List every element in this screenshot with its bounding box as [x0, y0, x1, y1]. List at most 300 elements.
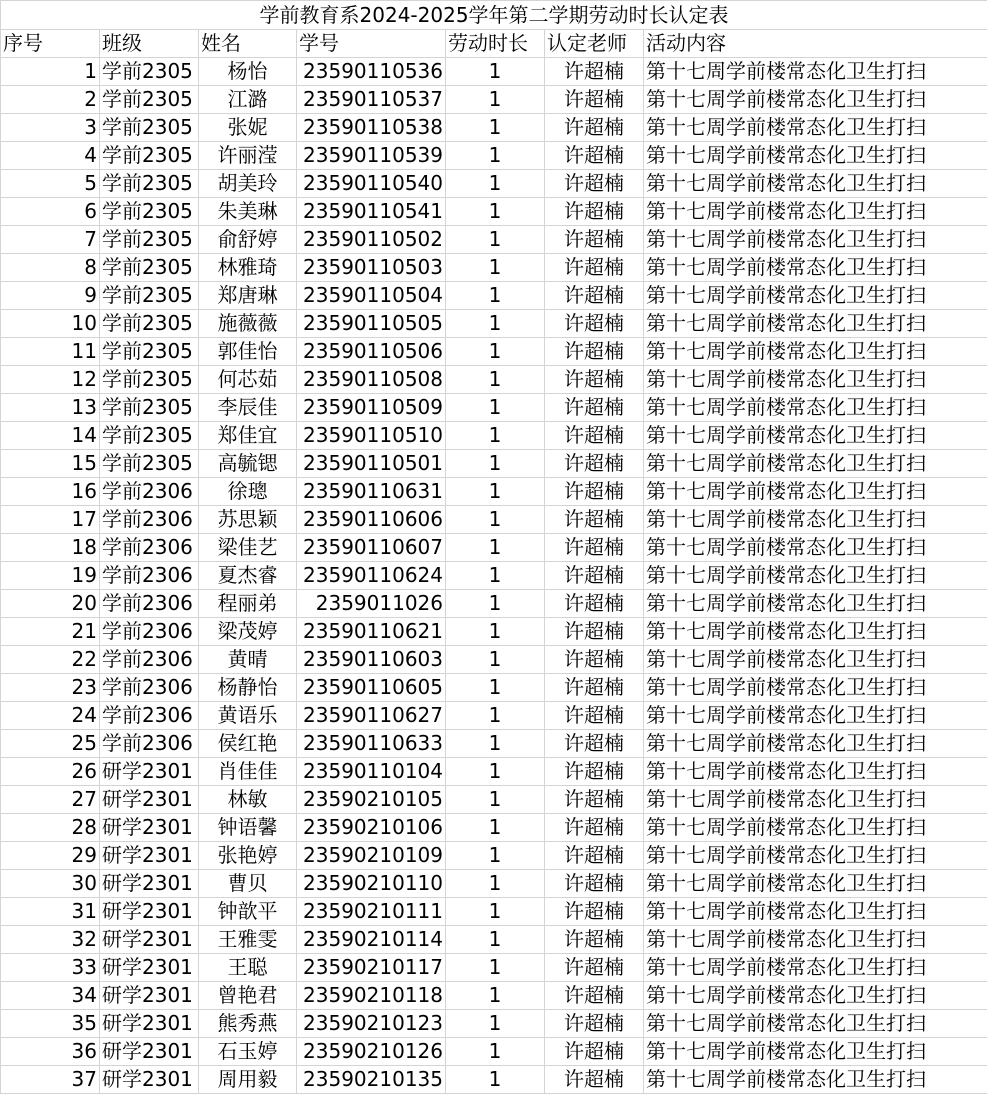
cell-teacher[interactable]: 许超楠 — [545, 226, 644, 254]
cell-activity[interactable]: 第十七周学前楼常态化卫生打扫 — [644, 926, 987, 954]
cell-teacher[interactable]: 许超楠 — [545, 786, 644, 814]
cell-teacher[interactable]: 许超楠 — [545, 534, 644, 562]
cell-name[interactable]: 张妮 — [199, 114, 297, 142]
cell-hours[interactable]: 1 — [446, 562, 545, 590]
cell-student-id[interactable]: 23590210123 — [297, 1010, 446, 1038]
cell-activity[interactable]: 第十七周学前楼常态化卫生打扫 — [644, 58, 987, 86]
cell-activity[interactable]: 第十七周学前楼常态化卫生打扫 — [644, 254, 987, 282]
cell-student-id[interactable]: 23590210105 — [297, 786, 446, 814]
table-row — [1, 198, 987, 226]
cell-hours[interactable]: 1 — [446, 450, 545, 478]
cell-student-id[interactable]: 23590110505 — [297, 310, 446, 338]
cell-seq[interactable]: 23 — [1, 674, 100, 702]
cell-activity[interactable]: 第十七周学前楼常态化卫生打扫 — [644, 590, 987, 618]
cell-hours[interactable]: 1 — [446, 142, 545, 170]
cell-hours[interactable]: 1 — [446, 870, 545, 898]
cell-hours[interactable]: 1 — [446, 674, 545, 702]
cell-student-id[interactable]: 23590210135 — [297, 1066, 446, 1094]
cell-student-id[interactable]: 23590110536 — [297, 58, 446, 86]
cell-class[interactable]: 学前2306 — [100, 534, 199, 562]
header-name[interactable]: 姓名 — [199, 30, 297, 58]
cell-hours[interactable]: 1 — [446, 842, 545, 870]
cell-teacher[interactable]: 许超楠 — [545, 646, 644, 674]
cell-class[interactable]: 研学2301 — [100, 898, 199, 926]
cell-student-id[interactable]: 23590110538 — [297, 114, 446, 142]
cell-teacher[interactable]: 许超楠 — [545, 674, 644, 702]
cell-student-id[interactable]: 23590210106 — [297, 814, 446, 842]
cell-teacher[interactable]: 许超楠 — [545, 1038, 644, 1066]
cell-hours[interactable]: 1 — [446, 58, 545, 86]
cell-name[interactable]: 李辰佳 — [199, 394, 297, 422]
cell-activity[interactable]: 第十七周学前楼常态化卫生打扫 — [644, 842, 987, 870]
cell-class[interactable]: 学前2306 — [100, 730, 199, 758]
cell-activity[interactable]: 第十七周学前楼常态化卫生打扫 — [644, 282, 987, 310]
cell-activity[interactable]: 第十七周学前楼常态化卫生打扫 — [644, 394, 987, 422]
cell-hours[interactable]: 1 — [446, 786, 545, 814]
cell-hours[interactable]: 1 — [446, 814, 545, 842]
cell-seq[interactable]: 27 — [1, 786, 100, 814]
cell-seq[interactable]: 26 — [1, 758, 100, 786]
cell-class[interactable]: 研学2301 — [100, 1010, 199, 1038]
cell-name[interactable]: 郑唐琳 — [199, 282, 297, 310]
cell-seq[interactable]: 6 — [1, 198, 100, 226]
cell-hours[interactable]: 1 — [446, 646, 545, 674]
header-activity[interactable]: 活动内容 — [644, 30, 987, 58]
cell-teacher[interactable]: 许超楠 — [545, 1010, 644, 1038]
cell-activity[interactable]: 第十七周学前楼常态化卫生打扫 — [644, 1038, 987, 1066]
cell-activity[interactable]: 第十七周学前楼常态化卫生打扫 — [644, 142, 987, 170]
cell-activity[interactable]: 第十七周学前楼常态化卫生打扫 — [644, 310, 987, 338]
cell-activity[interactable]: 第十七周学前楼常态化卫生打扫 — [644, 534, 987, 562]
cell-class[interactable]: 学前2305 — [100, 114, 199, 142]
cell-hours[interactable]: 1 — [446, 422, 545, 450]
cell-activity[interactable]: 第十七周学前楼常态化卫生打扫 — [644, 982, 987, 1010]
table-row — [1, 338, 987, 366]
cell-hours[interactable]: 1 — [446, 254, 545, 282]
cell-student-id[interactable]: 23590110624 — [297, 562, 446, 590]
cell-name[interactable]: 梁茂婷 — [199, 618, 297, 646]
cell-hours[interactable]: 1 — [446, 702, 545, 730]
cell-activity[interactable]: 第十七周学前楼常态化卫生打扫 — [644, 562, 987, 590]
cell-class[interactable]: 学前2305 — [100, 422, 199, 450]
cell-student-id[interactable]: 23590210118 — [297, 982, 446, 1010]
cell-class[interactable]: 学前2306 — [100, 702, 199, 730]
cell-activity[interactable]: 第十七周学前楼常态化卫生打扫 — [644, 338, 987, 366]
cell-name[interactable]: 杨静怡 — [199, 674, 297, 702]
cell-seq[interactable]: 4 — [1, 142, 100, 170]
cell-teacher[interactable]: 许超楠 — [545, 954, 644, 982]
cell-seq[interactable]: 21 — [1, 618, 100, 646]
cell-teacher[interactable]: 许超楠 — [545, 58, 644, 86]
cell-teacher[interactable]: 许超楠 — [545, 506, 644, 534]
cell-name[interactable]: 林敏 — [199, 786, 297, 814]
cell-teacher[interactable]: 许超楠 — [545, 562, 644, 590]
cell-teacher[interactable]: 许超楠 — [545, 926, 644, 954]
cell-name[interactable]: 高毓锶 — [199, 450, 297, 478]
table-row — [1, 814, 987, 842]
cell-name[interactable]: 何芯茹 — [199, 366, 297, 394]
cell-student-id[interactable]: 23590110506 — [297, 338, 446, 366]
cell-hours[interactable]: 1 — [446, 310, 545, 338]
cell-name[interactable]: 杨怡 — [199, 58, 297, 86]
cell-name[interactable]: 江潞 — [199, 86, 297, 114]
cell-class[interactable]: 学前2305 — [100, 254, 199, 282]
cell-student-id[interactable]: 23590110537 — [297, 86, 446, 114]
cell-class[interactable]: 学前2305 — [100, 198, 199, 226]
cell-name[interactable]: 黄语乐 — [199, 702, 297, 730]
cell-seq[interactable]: 31 — [1, 898, 100, 926]
cell-name[interactable]: 胡美玲 — [199, 170, 297, 198]
cell-activity[interactable]: 第十七周学前楼常态化卫生打扫 — [644, 674, 987, 702]
cell-teacher[interactable]: 许超楠 — [545, 86, 644, 114]
cell-hours[interactable]: 1 — [446, 590, 545, 618]
cell-teacher[interactable]: 许超楠 — [545, 422, 644, 450]
cell-seq[interactable]: 16 — [1, 478, 100, 506]
cell-seq[interactable]: 20 — [1, 590, 100, 618]
cell-teacher[interactable]: 许超楠 — [545, 142, 644, 170]
cell-hours[interactable]: 1 — [446, 478, 545, 506]
cell-name[interactable]: 钟语馨 — [199, 814, 297, 842]
cell-student-id[interactable]: 23590110501 — [297, 450, 446, 478]
table-row — [1, 478, 987, 506]
cell-activity[interactable]: 第十七周学前楼常态化卫生打扫 — [644, 702, 987, 730]
cell-student-id[interactable]: 23590110607 — [297, 534, 446, 562]
cell-activity[interactable]: 第十七周学前楼常态化卫生打扫 — [644, 1066, 987, 1094]
cell-teacher[interactable]: 许超楠 — [545, 282, 644, 310]
title-row — [1, 1, 987, 30]
cell-seq[interactable]: 14 — [1, 422, 100, 450]
header-teacher[interactable]: 认定老师 — [545, 30, 644, 58]
cell-name[interactable]: 俞舒婷 — [199, 226, 297, 254]
cell-activity[interactable]: 第十七周学前楼常态化卫生打扫 — [644, 226, 987, 254]
cell-seq[interactable]: 18 — [1, 534, 100, 562]
cell-student-id[interactable]: 23590110508 — [297, 366, 446, 394]
cell-teacher[interactable]: 许超楠 — [545, 814, 644, 842]
cell-teacher[interactable]: 许超楠 — [545, 702, 644, 730]
cell-name[interactable]: 张艳婷 — [199, 842, 297, 870]
cell-hours[interactable]: 1 — [446, 926, 545, 954]
cell-student-id[interactable]: 23590110539 — [297, 142, 446, 170]
cell-name[interactable]: 黄晴 — [199, 646, 297, 674]
cell-teacher[interactable]: 许超楠 — [545, 310, 644, 338]
table-row — [1, 590, 987, 618]
cell-seq[interactable]: 37 — [1, 1066, 100, 1094]
cell-name[interactable]: 石玉婷 — [199, 1038, 297, 1066]
cell-seq[interactable]: 8 — [1, 254, 100, 282]
cell-name[interactable]: 周用毅 — [199, 1066, 297, 1094]
cell-class[interactable]: 研学2301 — [100, 814, 199, 842]
cell-student-id[interactable]: 23590110540 — [297, 170, 446, 198]
table-row — [1, 702, 987, 730]
cell-student-id[interactable]: 23590110627 — [297, 702, 446, 730]
cell-teacher[interactable]: 许超楠 — [545, 478, 644, 506]
header-row — [1, 30, 987, 58]
cell-class[interactable]: 学前2305 — [100, 226, 199, 254]
cell-name[interactable]: 徐璁 — [199, 478, 297, 506]
cell-teacher[interactable]: 许超楠 — [545, 842, 644, 870]
cell-class[interactable]: 学前2306 — [100, 478, 199, 506]
table-row — [1, 422, 987, 450]
table-row — [1, 954, 987, 982]
cell-name[interactable]: 郑佳宜 — [199, 422, 297, 450]
header-hours[interactable]: 劳动时长 — [446, 30, 545, 58]
cell-hours[interactable]: 1 — [446, 898, 545, 926]
cell-teacher[interactable]: 许超楠 — [545, 590, 644, 618]
cell-teacher[interactable]: 许超楠 — [545, 898, 644, 926]
header-student-id[interactable]: 学号 — [297, 30, 446, 58]
table-row — [1, 926, 987, 954]
cell-activity[interactable]: 第十七周学前楼常态化卫生打扫 — [644, 954, 987, 982]
cell-teacher[interactable]: 许超楠 — [545, 338, 644, 366]
cell-teacher[interactable]: 许超楠 — [545, 982, 644, 1010]
cell-hours[interactable]: 1 — [446, 730, 545, 758]
cell-student-id[interactable]: 23590110502 — [297, 226, 446, 254]
cell-class[interactable]: 研学2301 — [100, 842, 199, 870]
table-row — [1, 114, 987, 142]
cell-class[interactable]: 学前2306 — [100, 646, 199, 674]
cell-class[interactable]: 研学2301 — [100, 982, 199, 1010]
cell-class[interactable]: 学前2305 — [100, 282, 199, 310]
cell-seq[interactable]: 36 — [1, 1038, 100, 1066]
cell-hours[interactable]: 1 — [446, 954, 545, 982]
cell-student-id[interactable]: 23590210111 — [297, 898, 446, 926]
cell-name[interactable]: 曾艳君 — [199, 982, 297, 1010]
header-seq[interactable]: 序号 — [1, 30, 100, 58]
cell-activity[interactable]: 第十七周学前楼常态化卫生打扫 — [644, 478, 987, 506]
cell-hours[interactable]: 1 — [446, 338, 545, 366]
cell-class[interactable]: 研学2301 — [100, 786, 199, 814]
cell-hours[interactable]: 1 — [446, 394, 545, 422]
cell-hours[interactable]: 1 — [446, 506, 545, 534]
cell-class[interactable]: 学前2306 — [100, 562, 199, 590]
cell-class[interactable]: 研学2301 — [100, 1066, 199, 1094]
table-row — [1, 1038, 987, 1066]
cell-activity[interactable]: 第十七周学前楼常态化卫生打扫 — [644, 1010, 987, 1038]
cell-name[interactable]: 施薇薇 — [199, 310, 297, 338]
cell-activity[interactable]: 第十七周学前楼常态化卫生打扫 — [644, 86, 987, 114]
cell-name[interactable]: 曹贝 — [199, 870, 297, 898]
cell-teacher[interactable]: 许超楠 — [545, 114, 644, 142]
cell-hours[interactable]: 1 — [446, 1010, 545, 1038]
cell-seq[interactable]: 33 — [1, 954, 100, 982]
cell-name[interactable]: 王聪 — [199, 954, 297, 982]
cell-class[interactable]: 学前2306 — [100, 590, 199, 618]
table-row — [1, 1066, 987, 1094]
cell-activity[interactable]: 第十七周学前楼常态化卫生打扫 — [644, 730, 987, 758]
cell-class[interactable]: 学前2306 — [100, 618, 199, 646]
cell-class[interactable]: 研学2301 — [100, 870, 199, 898]
cell-name[interactable]: 夏杰睿 — [199, 562, 297, 590]
cell-seq[interactable]: 22 — [1, 646, 100, 674]
table-row — [1, 58, 987, 86]
table-row — [1, 226, 987, 254]
cell-student-id[interactable]: 23590110603 — [297, 646, 446, 674]
cell-activity[interactable]: 第十七周学前楼常态化卫生打扫 — [644, 618, 987, 646]
cell-name[interactable]: 王雅雯 — [199, 926, 297, 954]
cell-seq[interactable]: 17 — [1, 506, 100, 534]
cell-student-id[interactable]: 23590110503 — [297, 254, 446, 282]
cell-seq[interactable]: 12 — [1, 366, 100, 394]
table-row — [1, 1010, 987, 1038]
cell-hours[interactable]: 1 — [446, 226, 545, 254]
header-class[interactable]: 班级 — [100, 30, 199, 58]
cell-name[interactable]: 熊秀燕 — [199, 1010, 297, 1038]
cell-hours[interactable]: 1 — [446, 86, 545, 114]
cell-activity[interactable]: 第十七周学前楼常态化卫生打扫 — [644, 898, 987, 926]
cell-student-id[interactable]: 23590210117 — [297, 954, 446, 982]
cell-name[interactable]: 侯红艳 — [199, 730, 297, 758]
table-row — [1, 898, 987, 926]
table-row — [1, 254, 987, 282]
table-row — [1, 758, 987, 786]
cell-hours[interactable]: 1 — [446, 114, 545, 142]
cell-hours[interactable]: 1 — [446, 618, 545, 646]
cell-seq[interactable]: 28 — [1, 814, 100, 842]
cell-activity[interactable]: 第十七周学前楼常态化卫生打扫 — [644, 170, 987, 198]
cell-hours[interactable]: 1 — [446, 282, 545, 310]
cell-class[interactable]: 学前2305 — [100, 170, 199, 198]
table-row — [1, 842, 987, 870]
cell-student-id[interactable]: 23590110509 — [297, 394, 446, 422]
cell-name[interactable]: 许丽滢 — [199, 142, 297, 170]
cell-student-id[interactable]: 23590210126 — [297, 1038, 446, 1066]
sheet-title[interactable]: 学前教育系2024-2025学年第二学期劳动时长认定表 — [1, 1, 987, 30]
table-row — [1, 506, 987, 534]
table-row — [1, 142, 987, 170]
cell-hours[interactable]: 1 — [446, 534, 545, 562]
cell-activity[interactable]: 第十七周学前楼常态化卫生打扫 — [644, 366, 987, 394]
cell-activity[interactable]: 第十七周学前楼常态化卫生打扫 — [644, 450, 987, 478]
cell-student-id[interactable]: 23590110605 — [297, 674, 446, 702]
cell-teacher[interactable]: 许超楠 — [545, 198, 644, 226]
table-row — [1, 618, 987, 646]
table-row — [1, 646, 987, 674]
cell-class[interactable]: 学前2305 — [100, 310, 199, 338]
cell-hours[interactable]: 1 — [446, 1038, 545, 1066]
cell-class[interactable]: 学前2305 — [100, 394, 199, 422]
cell-class[interactable]: 学前2305 — [100, 86, 199, 114]
cell-class[interactable]: 学前2305 — [100, 366, 199, 394]
cell-hours[interactable]: 1 — [446, 1066, 545, 1094]
cell-class[interactable]: 学前2305 — [100, 58, 199, 86]
table-row — [1, 86, 987, 114]
cell-hours[interactable]: 1 — [446, 170, 545, 198]
cell-seq[interactable]: 34 — [1, 982, 100, 1010]
cell-student-id[interactable]: 23590110104 — [297, 758, 446, 786]
cell-name[interactable]: 苏思颖 — [199, 506, 297, 534]
cell-class[interactable]: 学前2306 — [100, 674, 199, 702]
table-row — [1, 674, 987, 702]
cell-seq[interactable]: 29 — [1, 842, 100, 870]
cell-class[interactable]: 研学2301 — [100, 758, 199, 786]
cell-seq[interactable]: 15 — [1, 450, 100, 478]
cell-activity[interactable]: 第十七周学前楼常态化卫生打扫 — [644, 870, 987, 898]
cell-name[interactable]: 朱美琳 — [199, 198, 297, 226]
cell-class[interactable]: 研学2301 — [100, 1038, 199, 1066]
cell-activity[interactable]: 第十七周学前楼常态化卫生打扫 — [644, 506, 987, 534]
cell-seq[interactable]: 13 — [1, 394, 100, 422]
cell-student-id[interactable]: 23590110621 — [297, 618, 446, 646]
cell-teacher[interactable]: 许超楠 — [545, 450, 644, 478]
cell-seq[interactable]: 25 — [1, 730, 100, 758]
table-row — [1, 534, 987, 562]
cell-student-id[interactable]: 23590110606 — [297, 506, 446, 534]
cell-teacher[interactable]: 许超楠 — [545, 366, 644, 394]
cell-student-id[interactable]: 23590110510 — [297, 422, 446, 450]
cell-class[interactable]: 学前2305 — [100, 338, 199, 366]
cell-seq[interactable]: 30 — [1, 870, 100, 898]
cell-name[interactable]: 程丽弟 — [199, 590, 297, 618]
cell-name[interactable]: 林雅琦 — [199, 254, 297, 282]
cell-teacher[interactable]: 许超楠 — [545, 618, 644, 646]
cell-teacher[interactable]: 许超楠 — [545, 758, 644, 786]
cell-class[interactable]: 研学2301 — [100, 954, 199, 982]
cell-class[interactable]: 研学2301 — [100, 926, 199, 954]
cell-seq[interactable]: 35 — [1, 1010, 100, 1038]
cell-seq[interactable]: 24 — [1, 702, 100, 730]
cell-teacher[interactable]: 许超楠 — [545, 394, 644, 422]
cell-hours[interactable]: 1 — [446, 982, 545, 1010]
table-row — [1, 394, 987, 422]
table-row — [1, 282, 987, 310]
cell-seq[interactable]: 10 — [1, 310, 100, 338]
cell-student-id[interactable]: 23590210110 — [297, 870, 446, 898]
cell-class[interactable]: 学前2306 — [100, 506, 199, 534]
cell-seq[interactable]: 5 — [1, 170, 100, 198]
cell-activity[interactable]: 第十七周学前楼常态化卫生打扫 — [644, 758, 987, 786]
cell-activity[interactable]: 第十七周学前楼常态化卫生打扫 — [644, 114, 987, 142]
cell-activity[interactable]: 第十七周学前楼常态化卫生打扫 — [644, 814, 987, 842]
cell-name[interactable]: 梁佳艺 — [199, 534, 297, 562]
cell-class[interactable]: 学前2305 — [100, 450, 199, 478]
cell-hours[interactable]: 1 — [446, 366, 545, 394]
cell-seq[interactable]: 7 — [1, 226, 100, 254]
cell-seq[interactable]: 11 — [1, 338, 100, 366]
cell-teacher[interactable]: 许超楠 — [545, 1066, 644, 1094]
cell-activity[interactable]: 第十七周学前楼常态化卫生打扫 — [644, 786, 987, 814]
cell-seq[interactable]: 3 — [1, 114, 100, 142]
cell-teacher[interactable]: 许超楠 — [545, 254, 644, 282]
cell-seq[interactable]: 2 — [1, 86, 100, 114]
table-row — [1, 870, 987, 898]
cell-name[interactable]: 肖佳佳 — [199, 758, 297, 786]
cell-hours[interactable]: 1 — [446, 758, 545, 786]
cell-student-id[interactable]: 23590110504 — [297, 282, 446, 310]
cell-seq[interactable]: 9 — [1, 282, 100, 310]
table-row — [1, 366, 987, 394]
cell-teacher[interactable]: 许超楠 — [545, 870, 644, 898]
cell-name[interactable]: 郭佳怡 — [199, 338, 297, 366]
cell-seq[interactable]: 1 — [1, 58, 100, 86]
cell-student-id[interactable]: 23590110631 — [297, 478, 446, 506]
cell-student-id[interactable]: 23590110541 — [297, 198, 446, 226]
cell-student-id[interactable]: 23590210114 — [297, 926, 446, 954]
cell-student-id[interactable]: 2359011026 — [297, 590, 446, 618]
cell-teacher[interactable]: 许超楠 — [545, 170, 644, 198]
cell-student-id[interactable]: 23590210109 — [297, 842, 446, 870]
cell-activity[interactable]: 第十七周学前楼常态化卫生打扫 — [644, 646, 987, 674]
cell-seq[interactable]: 19 — [1, 562, 100, 590]
cell-teacher[interactable]: 许超楠 — [545, 730, 644, 758]
cell-activity[interactable]: 第十七周学前楼常态化卫生打扫 — [644, 422, 987, 450]
cell-student-id[interactable]: 23590110633 — [297, 730, 446, 758]
cell-class[interactable]: 学前2305 — [100, 142, 199, 170]
cell-seq[interactable]: 32 — [1, 926, 100, 954]
cell-activity[interactable]: 第十七周学前楼常态化卫生打扫 — [644, 198, 987, 226]
cell-hours[interactable]: 1 — [446, 198, 545, 226]
table-row — [1, 170, 987, 198]
cell-name[interactable]: 钟歆平 — [199, 898, 297, 926]
